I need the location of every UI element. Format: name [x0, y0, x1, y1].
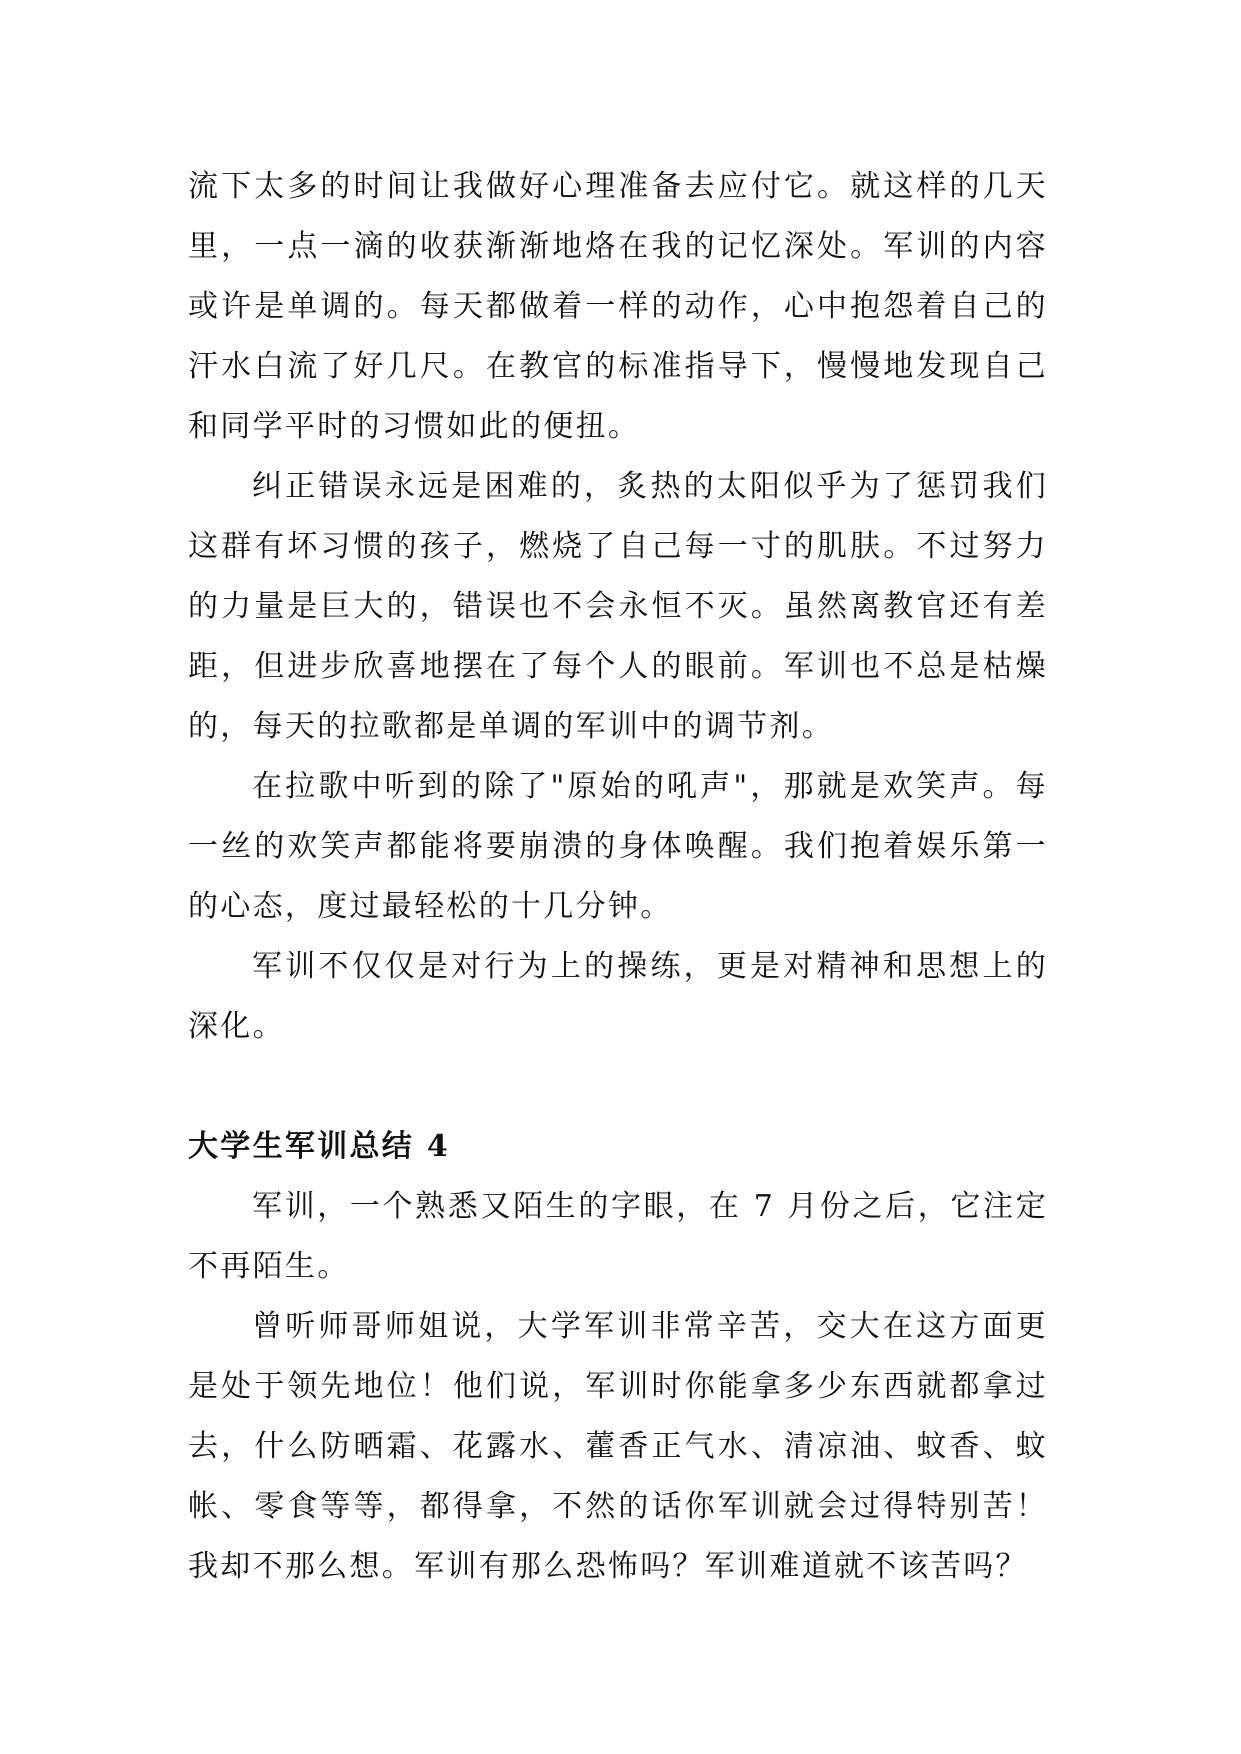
paragraph: 纠正错误永远是困难的，炙热的太阳似乎为了惩罚我们这群有坏习惯的孩子，燃烧了自己每一寸的肌肤。不过努力的力量是巨大的，错误也不会永恒不灭。虽然离教官还有差距，但进步欣喜地摆在了每个人的眼前。军训也不总是枯燥的，每天的拉歌都是单调的军训中的调节剂。	[188, 469, 1048, 744]
section-heading: 大学生军训总结 4	[188, 1129, 451, 1164]
paragraph: 军训，一个熟悉又陌生的字眼，在 7 月份之后，它注定不再陌生。	[188, 1189, 1048, 1284]
paragraph: 在拉歌中听到的除了"原始的吼声"，那就是欢笑声。每一丝的欢笑声都能将要崩溃的身体唤醒。我们抱着娱乐第一的心态，度过最轻松的十几分钟。	[188, 769, 1048, 924]
paragraph: 流下太多的时间让我做好心理准备去应付它。就这样的几天里，一点一滴的收获渐渐地烙在我的记忆深处。军训的内容或许是单调的。每天都做着一样的动作，心中抱怨着自己的汗水白流了好几尺。在教官的标准指导下，慢慢地发现自己和同学平时的习惯如此的便扭。	[188, 169, 1048, 444]
paragraph: 军训不仅仅是对行为上的操练，更是对精神和思想上的深化。	[188, 949, 1048, 1044]
paragraph: 曾听师哥师姐说，大学军训非常辛苦，交大在这方面更是处于领先地位！他们说，军训时你能拿多少东西就都拿过去，什么防晒霜、花露水、藿香正气水、清凉油、蚊香、蚊帐、零食等等，都得拿，不然的话你军训就会过得特别苦！我却不那么想。军训有那么恐怖吗？军训难道就不该苦吗？	[188, 1309, 1048, 1584]
document-body	[188, 157, 1048, 1597]
